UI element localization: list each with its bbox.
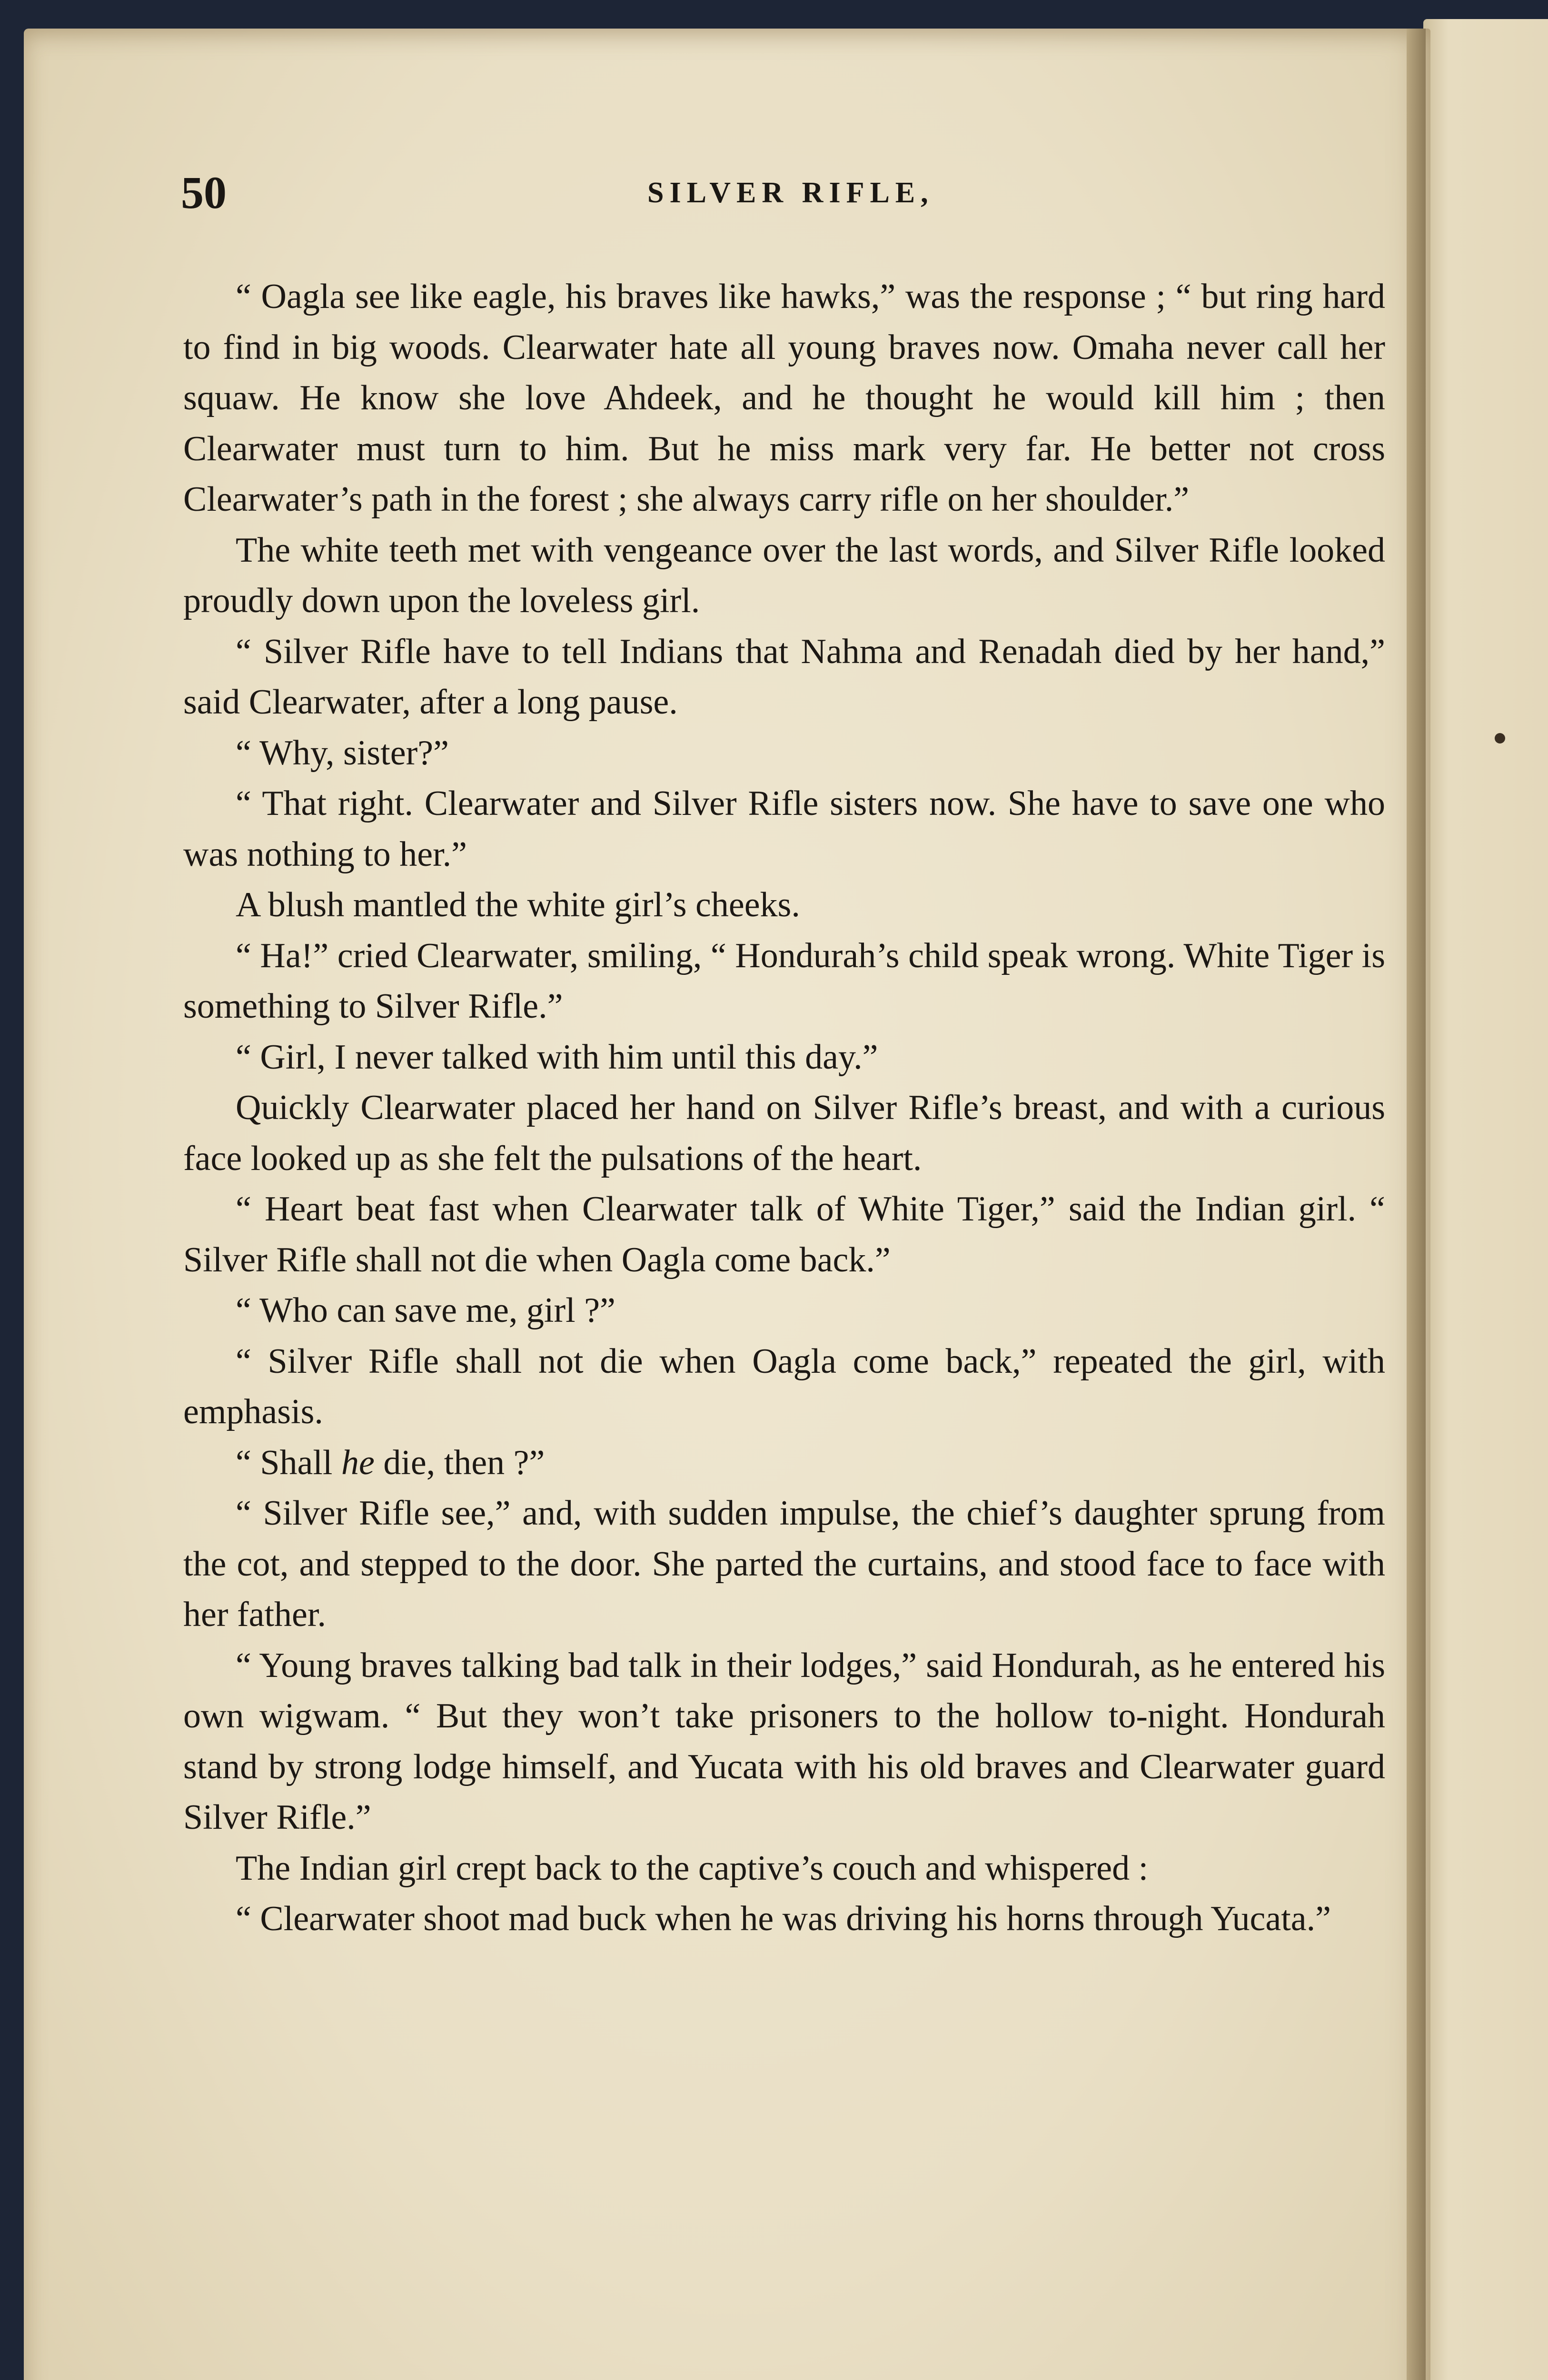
- paragraph: Quickly Clearwater placed her hand on Silver Rifle’s breast, and with a curious face looked up as she felt the pulsations of the heart.: [183, 1088, 1385, 1178]
- emphasis: he: [341, 1443, 375, 1482]
- paragraph: The white teeth met with vengeance over the last words, and Silver Rifle looked proudly down upon the loveless girl.: [183, 530, 1385, 620]
- paragraph: “ Oagla see like eagle, his braves like hawks,” was the response ; “ but ring hard to find in big woods. Clearwater hate all young braves now. Omaha never call her squaw. He know she love Ahdeek, and he thought he would kill him ; then Clearwater must turn to him. But he miss mark very far. He better not cross Clearwater’s path in the forest ; she always carry rifle on her shoulder.”: [183, 277, 1385, 519]
- page-header: [181, 167, 1385, 219]
- paragraph: A blush mantled the white girl’s cheeks.: [236, 885, 800, 924]
- paragraph: “ Girl, I never talked with him until this day.”: [236, 1037, 878, 1077]
- page-gutter: [1407, 29, 1426, 2380]
- text-run: die, then ?”: [374, 1443, 545, 1482]
- paragraph: “ Clearwater shoot mad buck when he was driving his horns through Yucata.”: [236, 1899, 1331, 1938]
- paragraph: “ Silver Rifle see,” and, with sudden impulse, the chief’s daughter sprung from the cot, and stepped to the door. She parted the curtains, and stood face to face with her father.: [183, 1494, 1385, 1634]
- paragraph-shall-he: [183, 1438, 1385, 1488]
- paragraph: “ Who can save me, girl ?”: [236, 1291, 615, 1330]
- ink-spot: [1495, 733, 1505, 744]
- paragraph: “ That right. Clearwater and Silver Rifle sisters now. She have to save one who was nothing to her.”: [183, 784, 1385, 874]
- paragraph: The Indian girl crept back to the captive’s couch and whispered :: [236, 1848, 1149, 1888]
- paragraph: “ Silver Rifle have to tell Indians that Nahma and Renadah died by her hand,” said Clearwater, after a long pause.: [183, 632, 1385, 722]
- paragraph: “ Silver Rifle shall not die when Oagla come back,” repeated the girl, with emphasis.: [183, 1341, 1385, 1431]
- paragraph: “ Heart beat fast when Clearwater talk of White Tiger,” said the Indian girl. “ Silver Rifle shall not die when Oagla come back.”: [183, 1190, 1385, 1279]
- text-run: “ Shall: [236, 1443, 341, 1482]
- paragraph: “ Young braves talking bad talk in their lodges,” said Hondurah, as he entered his own wigwam. “ But they won’t take prisoners to the hollow to-night. Hondurah stand by strong lodge himself, and Yucata with his old braves and Clearwater guard Silver Rifle.”: [183, 1646, 1385, 1837]
- paragraph: “ Why, sister?”: [236, 733, 449, 773]
- body-text: [183, 271, 1385, 1944]
- facing-page-edge: [1423, 19, 1548, 2380]
- page-number: 50: [181, 167, 227, 218]
- paragraph: “ Ha!” cried Clearwater, smiling, “ Hondurah’s child speak wrong. White Tiger is something to Silver Rifle.”: [183, 936, 1385, 1026]
- running-head: SILVER RIFLE,: [647, 177, 934, 209]
